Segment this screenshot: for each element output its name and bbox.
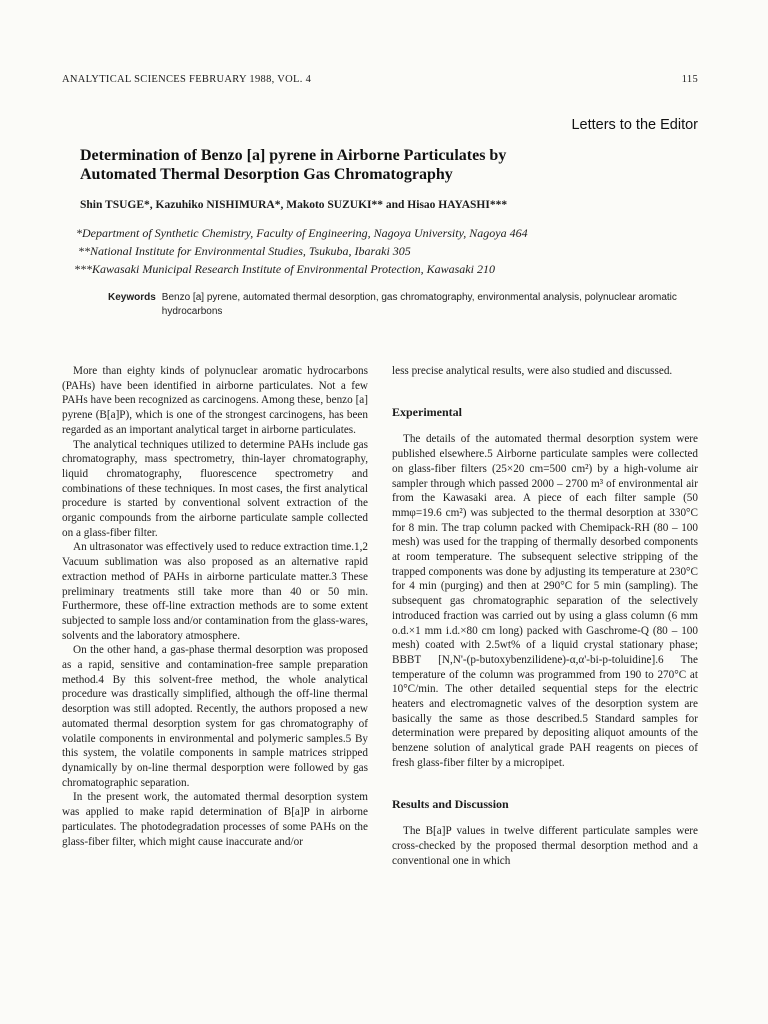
affiliation-2: **National Institute for Environmental Studies, Tsukuba, Ibaraki 305 [78, 244, 411, 258]
keywords-text: Benzo [a] pyrene, automated thermal desorption, gas chromatography, environmental analysis, polynuclear aromatic hydrocarbons [161, 292, 677, 317]
title-line-1: Determination of Benzo [a] pyrene in Airborne Particulates by [80, 147, 507, 164]
paragraph: The analytical techniques utilized to determine PAHs include gas chromatography, mass spectrometry, thin-layer chromatography, liquid chromatography, fluorescence spectrometry and combinations of these techniques. In most cases, the first analytical procedure is started by conventional solvent extraction of the organic compounds from the airborne particulate sample collected on a glass-fiber filter. [62, 438, 368, 539]
page-number: 115 [681, 74, 698, 85]
journal-info: ANALYTICAL SCIENCES FEBRUARY 1988, VOL. 4 [62, 74, 312, 85]
affiliation-1: *Department of Synthetic Chemistry, Faculty of Engineering, Nagoya University, Nagoya 464 [76, 226, 528, 240]
paragraph: On the other hand, a gas-phase thermal desorption was proposed as a rapid, sensitive and contamination-free sample preparation method.4 By this solvent-free method, the whole analytical procedure was drastically simplified, although the off-line thermal desorption was still adopted. Recently, the authors proposed a new automated thermal desorption system for gas chromatography of volatile components in environmental and polymeric samples.5 By this system, the volatile components in sample matrices stripped dynamically by on-line thermal desporption were followed by gas chromatographic separation. [62, 644, 368, 789]
section-label: Letters to the Editor [571, 117, 698, 133]
title-line-2: Automated Thermal Desorption Gas Chromatography [80, 166, 453, 183]
authors: Shin TSUGE*, Kazuhiko NISHIMURA*, Makoto SUZUKI** and Hisao HAYASHI*** [80, 199, 508, 211]
paragraph: The B[a]P values in twelve different particulate samples were cross-checked by the proposed thermal desorption method and a conventional one in which [392, 825, 698, 867]
paragraph: The details of the automated thermal desorption system were published elsewhere.5 Airborne particulate samples were collected on glass-fiber filters (25×20 cm=500 cm²) by a high-volume air sampler through which passed 2000 – 2700 m³ of environmental air from the Kawasaki area. A piece of each filter sample (50 mmφ=19.6 cm²) was subjected to the thermal desorption at 330°C for 8 min. The trap column packed with Chemipack-RH (80 – 100 mesh) was used for the trapping of thermally desorbed components at room temperature. The subsequent selective stripping of the trapped components was done by adjusting its temperature at 230°C for 4 min (purging) and then at 290°C for 5 min (sampling). The subsequent gas chromatographic separation of the selectively introduced fraction was carried out by using a glass column (6 mm o.d.×1 mm i.d.×80 cm long) packed with Gaschrome-Q (80 – 100 mesh) coated with 2.5wt% of a liquid crystal stationary phase; BBBT [N,N'-(p-butoxybenzilidene)-α,α'-bi-p-toluidine].6 The temperature of the column was programmed from 190 to 270°C at 10°C/min. The other detailed sequential steps for the electric heaters and electromagnetic valves of the desorption system are basically the same as those described.5 Standard samples for determination were prepared by depositing aliquot amounts of the benzene solution of analytical grade PAH reagents on pieces of fresh glass-fiber filter by a micropipet. [392, 433, 698, 769]
keywords-label: Keywords [108, 292, 156, 303]
paragraph: More than eighty kinds of polynuclear aromatic hydrocarbons (PAHs) have been identified in airborne particulates. Not a few PAHs have been recognized as carcinogens. Among these, benzo [a] pyrene (B[a]P), which is one of the strongest carcinogens, has been regarded as an important analytical target in airborne particulates. [62, 365, 368, 436]
right-column [392, 364, 698, 868]
article-title [80, 146, 700, 184]
section-heading-results: Results and Discussion [392, 796, 509, 811]
section-heading-experimental: Experimental [392, 404, 462, 419]
left-column [62, 364, 368, 849]
paragraph-continuation: less precise analytical results, were also studied and discussed. [392, 365, 673, 377]
affiliation-3: ***Kawasaki Municipal Research Institute of Environmental Protection, Kawasaki 210 [74, 262, 495, 276]
affiliations [76, 224, 716, 278]
paragraph: In the present work, the automated thermal desorption system was applied to make rapid determination of B[a]P in airborne particulates. The photodegradation processes of some PAHs on the glass-fiber filter, which might cause inaccurate and/or [62, 791, 368, 848]
keywords [108, 291, 704, 319]
paragraph: An ultrasonator was effectively used to reduce extraction time.1,2 Vacuum sublimation was also proposed as an alternative rapid extraction method of PAHs in airborne particulate matter.3 These preliminary treatments still take more than 40 or 50 min. Furthermore, these off-line extraction methods are to some extent subjected to sample loss and/or contamination from the glass-wares, solvents and the laboratory atmosphere. [62, 541, 368, 642]
